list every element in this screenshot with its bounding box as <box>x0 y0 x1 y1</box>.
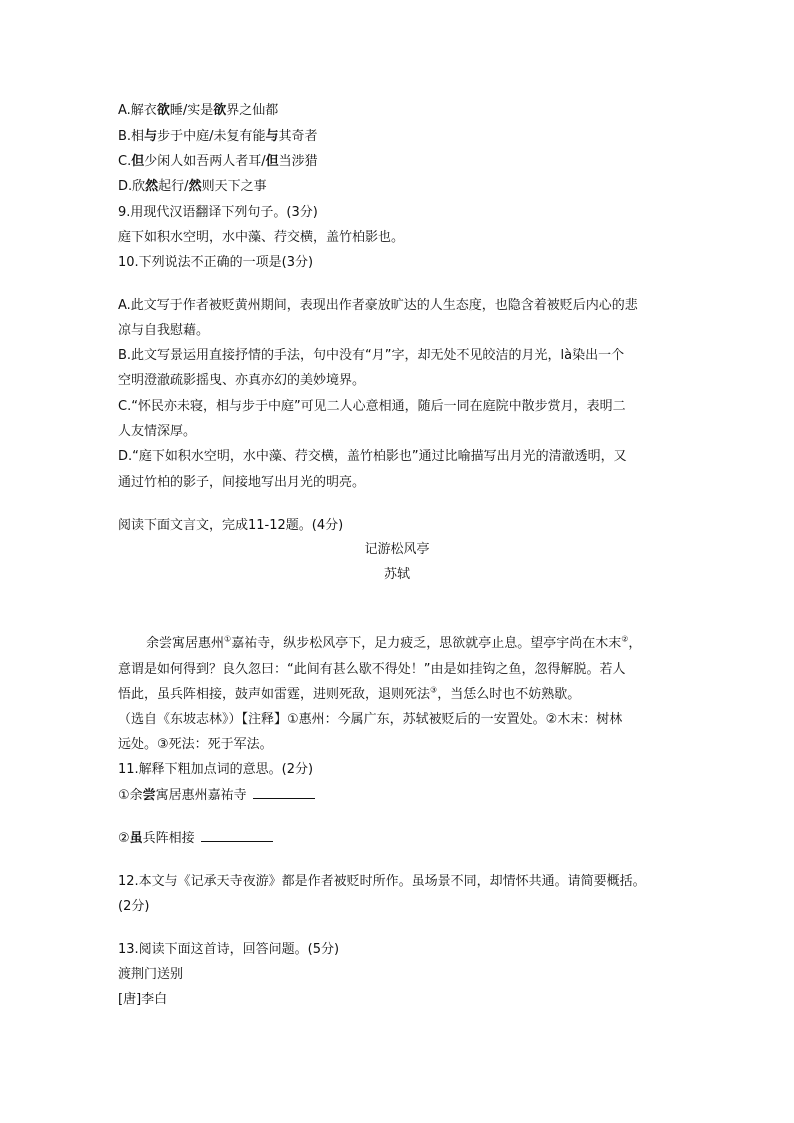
q8-option-b: B.相与步于中庭/未复有能与其奇者 <box>118 129 318 144</box>
q10-option-c-line1: C.“怀民亦未寝，相与步于中庭”可见二人心意相通，随后一同在庭院中散步赏月，表明二 <box>118 399 626 414</box>
passage-note-line1: （选自《东坡志林》）【注释】①惠州：今属广东，苏轼被贬后的一安置处。②木末：树林 <box>118 712 623 727</box>
passage-title: 记游松风亭 <box>364 542 430 557</box>
passage-note-line2: 远处。③死法：死于军法。 <box>118 737 273 752</box>
poem-title: 渡荆门送别 <box>118 967 184 982</box>
q10-option-d-line2: 通过竹柏的影子，间接地写出月光的明亮。 <box>118 475 366 490</box>
poem-author: [唐]李白 <box>118 992 168 1007</box>
q11-stem: 11.解释下粗加点词的意思。(2分) <box>118 762 314 777</box>
q12-stem-line1: 12.本文与《记承天寺夜游》都是作者被贬时所作。虽场景不同，却情怀共通。请简要概括。 <box>118 874 646 889</box>
q10-option-b-line1: B.此文写景运用直接抒情的手法，句中没有“月”字，却无处不见皎洁的月光，là染出一个 <box>118 348 625 363</box>
q10-option-b-line2: 空明澄澈疏影摇曳、亦真亦幻的美妙境界。 <box>118 373 366 388</box>
q10-stem: 10.下列说法不正确的一项是(3分) <box>118 255 314 270</box>
q11-item2: ②虽兵阵相接 <box>118 829 273 849</box>
q13-stem: 13.阅读下面这首诗，回答问题。(5分) <box>118 942 340 957</box>
q9-sentence: 庭下如积水空明，水中藻、荇交横，盖竹柏影也。 <box>118 230 405 245</box>
q10-option-c-line2: 人友情深厚。 <box>118 424 197 439</box>
passage-line2: 意谓是如何得到？良久忽曰：“此间有甚么歇不得处！”由是如挂钩之鱼，忽得解脱。若人 <box>118 662 626 677</box>
passage-line3: 悟此，虽兵阵相接，鼓声如雷霆，进则死敌，退则死法③，当恁么时也不妨熟歇。 <box>118 685 581 702</box>
passage-author: 苏轼 <box>383 567 410 582</box>
passage-line1: 余尝寓居惠州①嘉祐寺，纵步松风亭下，足力疲乏，思欲就亭止息。望亭宇尚在木末②， <box>146 634 642 651</box>
q10-option-a-line2: 凉与自我慰藉。 <box>118 323 210 338</box>
q8-option-c: C.但少闲人如吾两人者耳/但当涉猎 <box>118 154 318 169</box>
q10-option-d-line1: D.“庭下如积水空明，水中藻、荇交横，盖竹柏影也”通过比喻描写出月光的清澈透明，又 <box>118 449 627 464</box>
q10-option-a-line1: A.此文写于作者被贬黄州期间，表现出作者豪放旷达的人生态度，也隐含着被贬后内心的悲 <box>118 298 638 313</box>
q8-option-d: D.欣然起行/然则天下之事 <box>118 179 267 194</box>
q11-item1-answer-blank[interactable] <box>253 786 315 799</box>
q11-item1: ①余尝寓居惠州嘉祐寺 <box>118 786 315 806</box>
reading-intro: 阅读下面文言文，完成11-12题。(4分) <box>118 518 344 533</box>
q8-option-a: A.解衣欲睡/实是欲界之仙都 <box>118 103 279 118</box>
q12-stem-line2: (2分) <box>118 899 150 914</box>
q11-item2-answer-blank[interactable] <box>201 829 273 842</box>
q9-stem: 9.用现代汉语翻译下列句子。(3分) <box>118 205 318 220</box>
